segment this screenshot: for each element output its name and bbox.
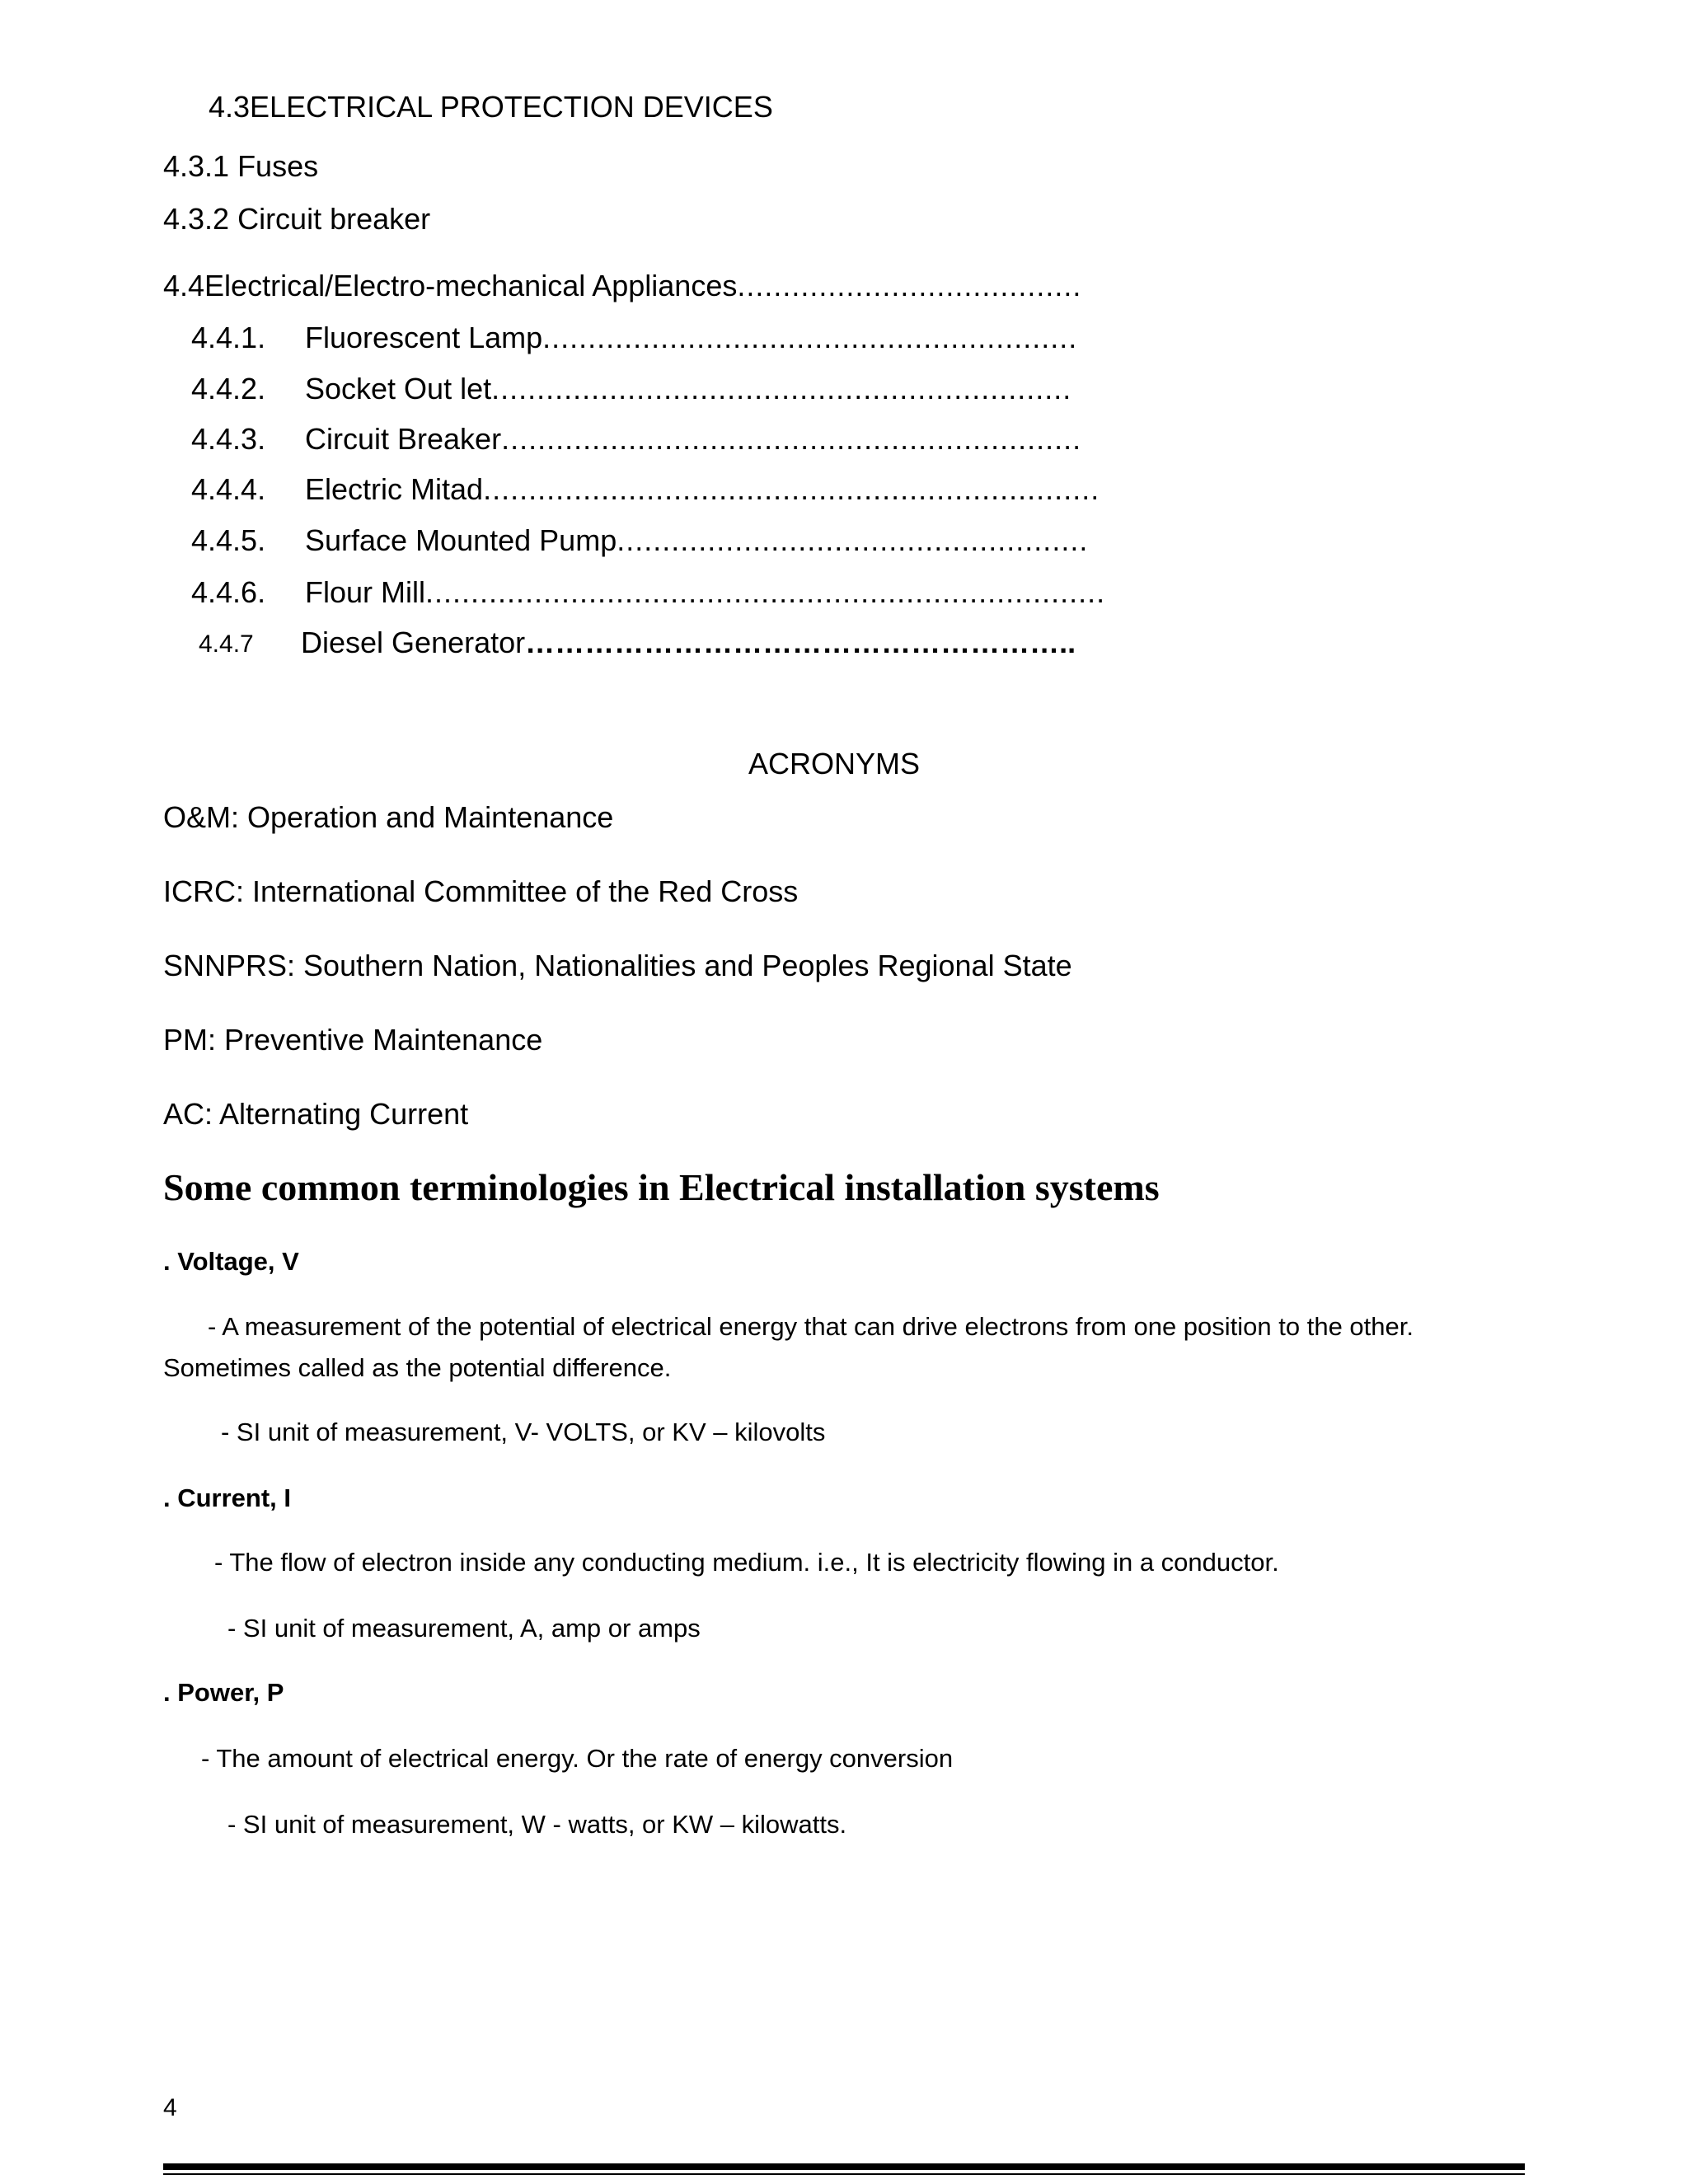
acronym-item: SNNPRS: Southern Nation, Nationalities and Peoples Regional State xyxy=(163,949,1072,982)
toc-item-4-4-7-num: 4.4.7 xyxy=(199,630,254,658)
voltage-description-cont: Sometimes called as the potential difference. xyxy=(163,1353,672,1382)
power-title: . Power, P xyxy=(163,1678,284,1707)
toc-section-4-4 xyxy=(163,268,1081,304)
current-description: - The flow of electron inside any conducting medium. i.e., It is electricity flowing in a conductor. xyxy=(214,1548,1279,1577)
toc-sub-item xyxy=(191,421,1082,457)
footer-rule-thick xyxy=(163,2163,1525,2170)
toc-leader-dots: ................................................................ xyxy=(501,422,1082,456)
voltage-unit: - SI unit of measurement, V- VOLTS, or KV – kilovolts xyxy=(221,1418,826,1446)
toc-item-4-3-1: 4.3.1 Fuses xyxy=(163,149,319,183)
toc-sub-item-title: Fluorescent Lamp xyxy=(305,321,543,354)
toc-sub-item-title: Circuit Breaker xyxy=(305,422,502,456)
toc-leader-dots: .................................................... xyxy=(617,523,1089,557)
acronym-item: ICRC: International Committee of the Red Cross xyxy=(163,874,799,908)
toc-leader-dots: ........................................................................... xyxy=(425,575,1106,609)
acronym-item: O&M: Operation and Maintenance xyxy=(163,800,614,834)
footer-rule-thin xyxy=(163,2173,1525,2175)
toc-sub-item-title: Electric Mitad xyxy=(305,472,484,506)
toc-sub-item-num: 4.4.4. xyxy=(191,472,266,506)
toc-sub-item xyxy=(191,471,1100,508)
toc-leader-dots: ................................................................ xyxy=(491,372,1072,405)
current-unit: - SI unit of measurement, A, amp or amps xyxy=(227,1614,701,1643)
acronym-item: AC: Alternating Current xyxy=(163,1097,469,1131)
toc-sub-item xyxy=(191,320,1078,356)
acronyms-title: ACRONYMS xyxy=(748,747,921,780)
toc-sub-item-num: 4.4.2. xyxy=(191,372,266,405)
toc-sub-item-num: 4.4.6. xyxy=(191,575,266,609)
toc-leader-dots: ........................................................... xyxy=(542,321,1078,354)
toc-sub-item-num: 4.4.1. xyxy=(191,321,266,354)
toc-leader-dots: ……………………………………………….. xyxy=(525,626,1076,659)
toc-item-4-4-7-title: Diesel Generator xyxy=(301,626,526,659)
toc-section-4-3 xyxy=(209,89,773,125)
toc-section-4-3-num: 4.3 xyxy=(209,90,251,124)
power-description: - The amount of electrical energy. Or the rate of energy conversion xyxy=(201,1744,954,1773)
toc-item-4-4-7 xyxy=(199,626,1076,663)
voltage-description: - A measurement of the potential of electrical energy that can drive electrons from one position to the other. xyxy=(208,1312,1414,1341)
toc-sub-item-title: Socket Out let xyxy=(305,372,492,405)
toc-sub-item-title: Surface Mounted Pump xyxy=(305,523,617,557)
terminologies-heading: Some common terminologies in Electrical installation systems xyxy=(163,1166,1160,1208)
toc-section-4-3-title: ELECTRICAL PROTECTION DEVICES xyxy=(250,90,773,124)
toc-sub-item-num: 4.4.3. xyxy=(191,422,266,456)
current-title: . Current, I xyxy=(163,1483,292,1512)
toc-sub-item-title: Flour Mill xyxy=(305,575,426,609)
toc-sub-item-num: 4.4.5. xyxy=(191,523,266,557)
toc-leader-dots: ...................................... xyxy=(737,269,1082,302)
toc-sub-item xyxy=(191,574,1106,611)
acronym-item: PM: Preventive Maintenance xyxy=(163,1023,543,1057)
page-number: 4 xyxy=(163,2094,177,2121)
power-unit: - SI unit of measurement, W - watts, or KW – kilowatts. xyxy=(227,1810,847,1839)
toc-section-4-4-title: 4.4Electrical/Electro-mechanical Appliances xyxy=(163,269,738,302)
voltage-title: . Voltage, V xyxy=(163,1247,299,1276)
toc-leader-dots: .................................................................... xyxy=(483,472,1100,506)
toc-item-4-3-2: 4.3.2 Circuit breaker xyxy=(163,202,431,236)
toc-sub-item xyxy=(191,371,1072,407)
toc-sub-item xyxy=(191,523,1089,559)
